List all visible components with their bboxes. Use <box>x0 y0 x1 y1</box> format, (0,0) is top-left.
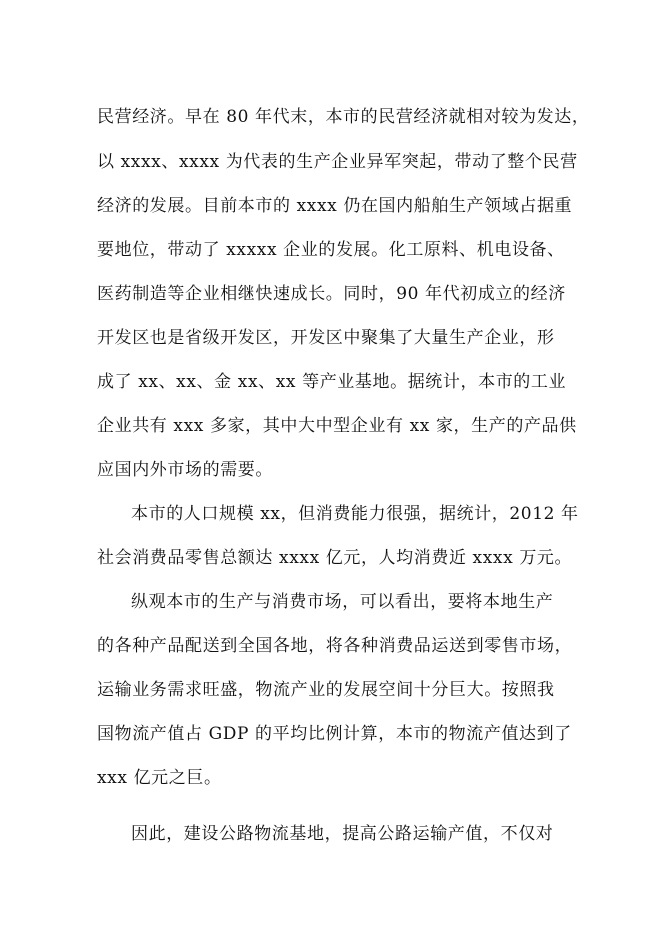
text-line: 医药制造等企业相继快速成长。同时，90 年代初成立的经济 <box>97 284 566 304</box>
text-line: 要地位，带动了 xxxxx 企业的发展。化工原料、机电设备、 <box>97 240 565 260</box>
text-line: 应国内外市场的需要。 <box>97 460 273 480</box>
text-line: 企业共有 xxx 多家，其中大中型企业有 xx 家，生产的产品供 <box>97 416 577 436</box>
text-line: 运输业务需求旺盛，物流产业的发展空间十分巨大。按照我 <box>97 680 555 700</box>
text-line: 民营经济。早在 80 年代末，本市的民营经济就相对较为发达， <box>97 107 590 127</box>
paragraph-first-line: 因此，建设公路物流基地，提高公路运输产值，不仅对 <box>131 824 554 844</box>
text-line: 成了 xx、xx、金 xx、xx 等产业基地。据统计，本市的工业 <box>97 372 567 392</box>
paragraph-first-line: 本市的人口规模 xx，但消费能力很强，据统计，2012 年 <box>131 504 579 524</box>
text-line: 开发区也是省级开发区，开发区中聚集了大量生产企业，形 <box>97 328 555 348</box>
text-line: 社会消费品零售总额达 xxxx 亿元，人均消费近 xxxx 万元。 <box>97 548 573 568</box>
text-line: 以 xxxx、xxxx 为代表的生产企业异军突起，带动了整个民营 <box>97 152 578 172</box>
text-line: 经济的发展。目前本市的 xxxx 仍在国内船舶生产领域占据重 <box>97 196 573 216</box>
text-line: xxx 亿元之巨。 <box>97 768 222 788</box>
paragraph-first-line: 纵观本市的生产与消费市场，可以看出，要将本地生产 <box>131 592 554 612</box>
text-line: 国物流产值占 GDP 的平均比例计算，本市的物流产值达到了 <box>97 724 572 744</box>
text-line: 的各种产品配送到全国各地，将各种消费品运送到零售市场， <box>97 636 573 656</box>
